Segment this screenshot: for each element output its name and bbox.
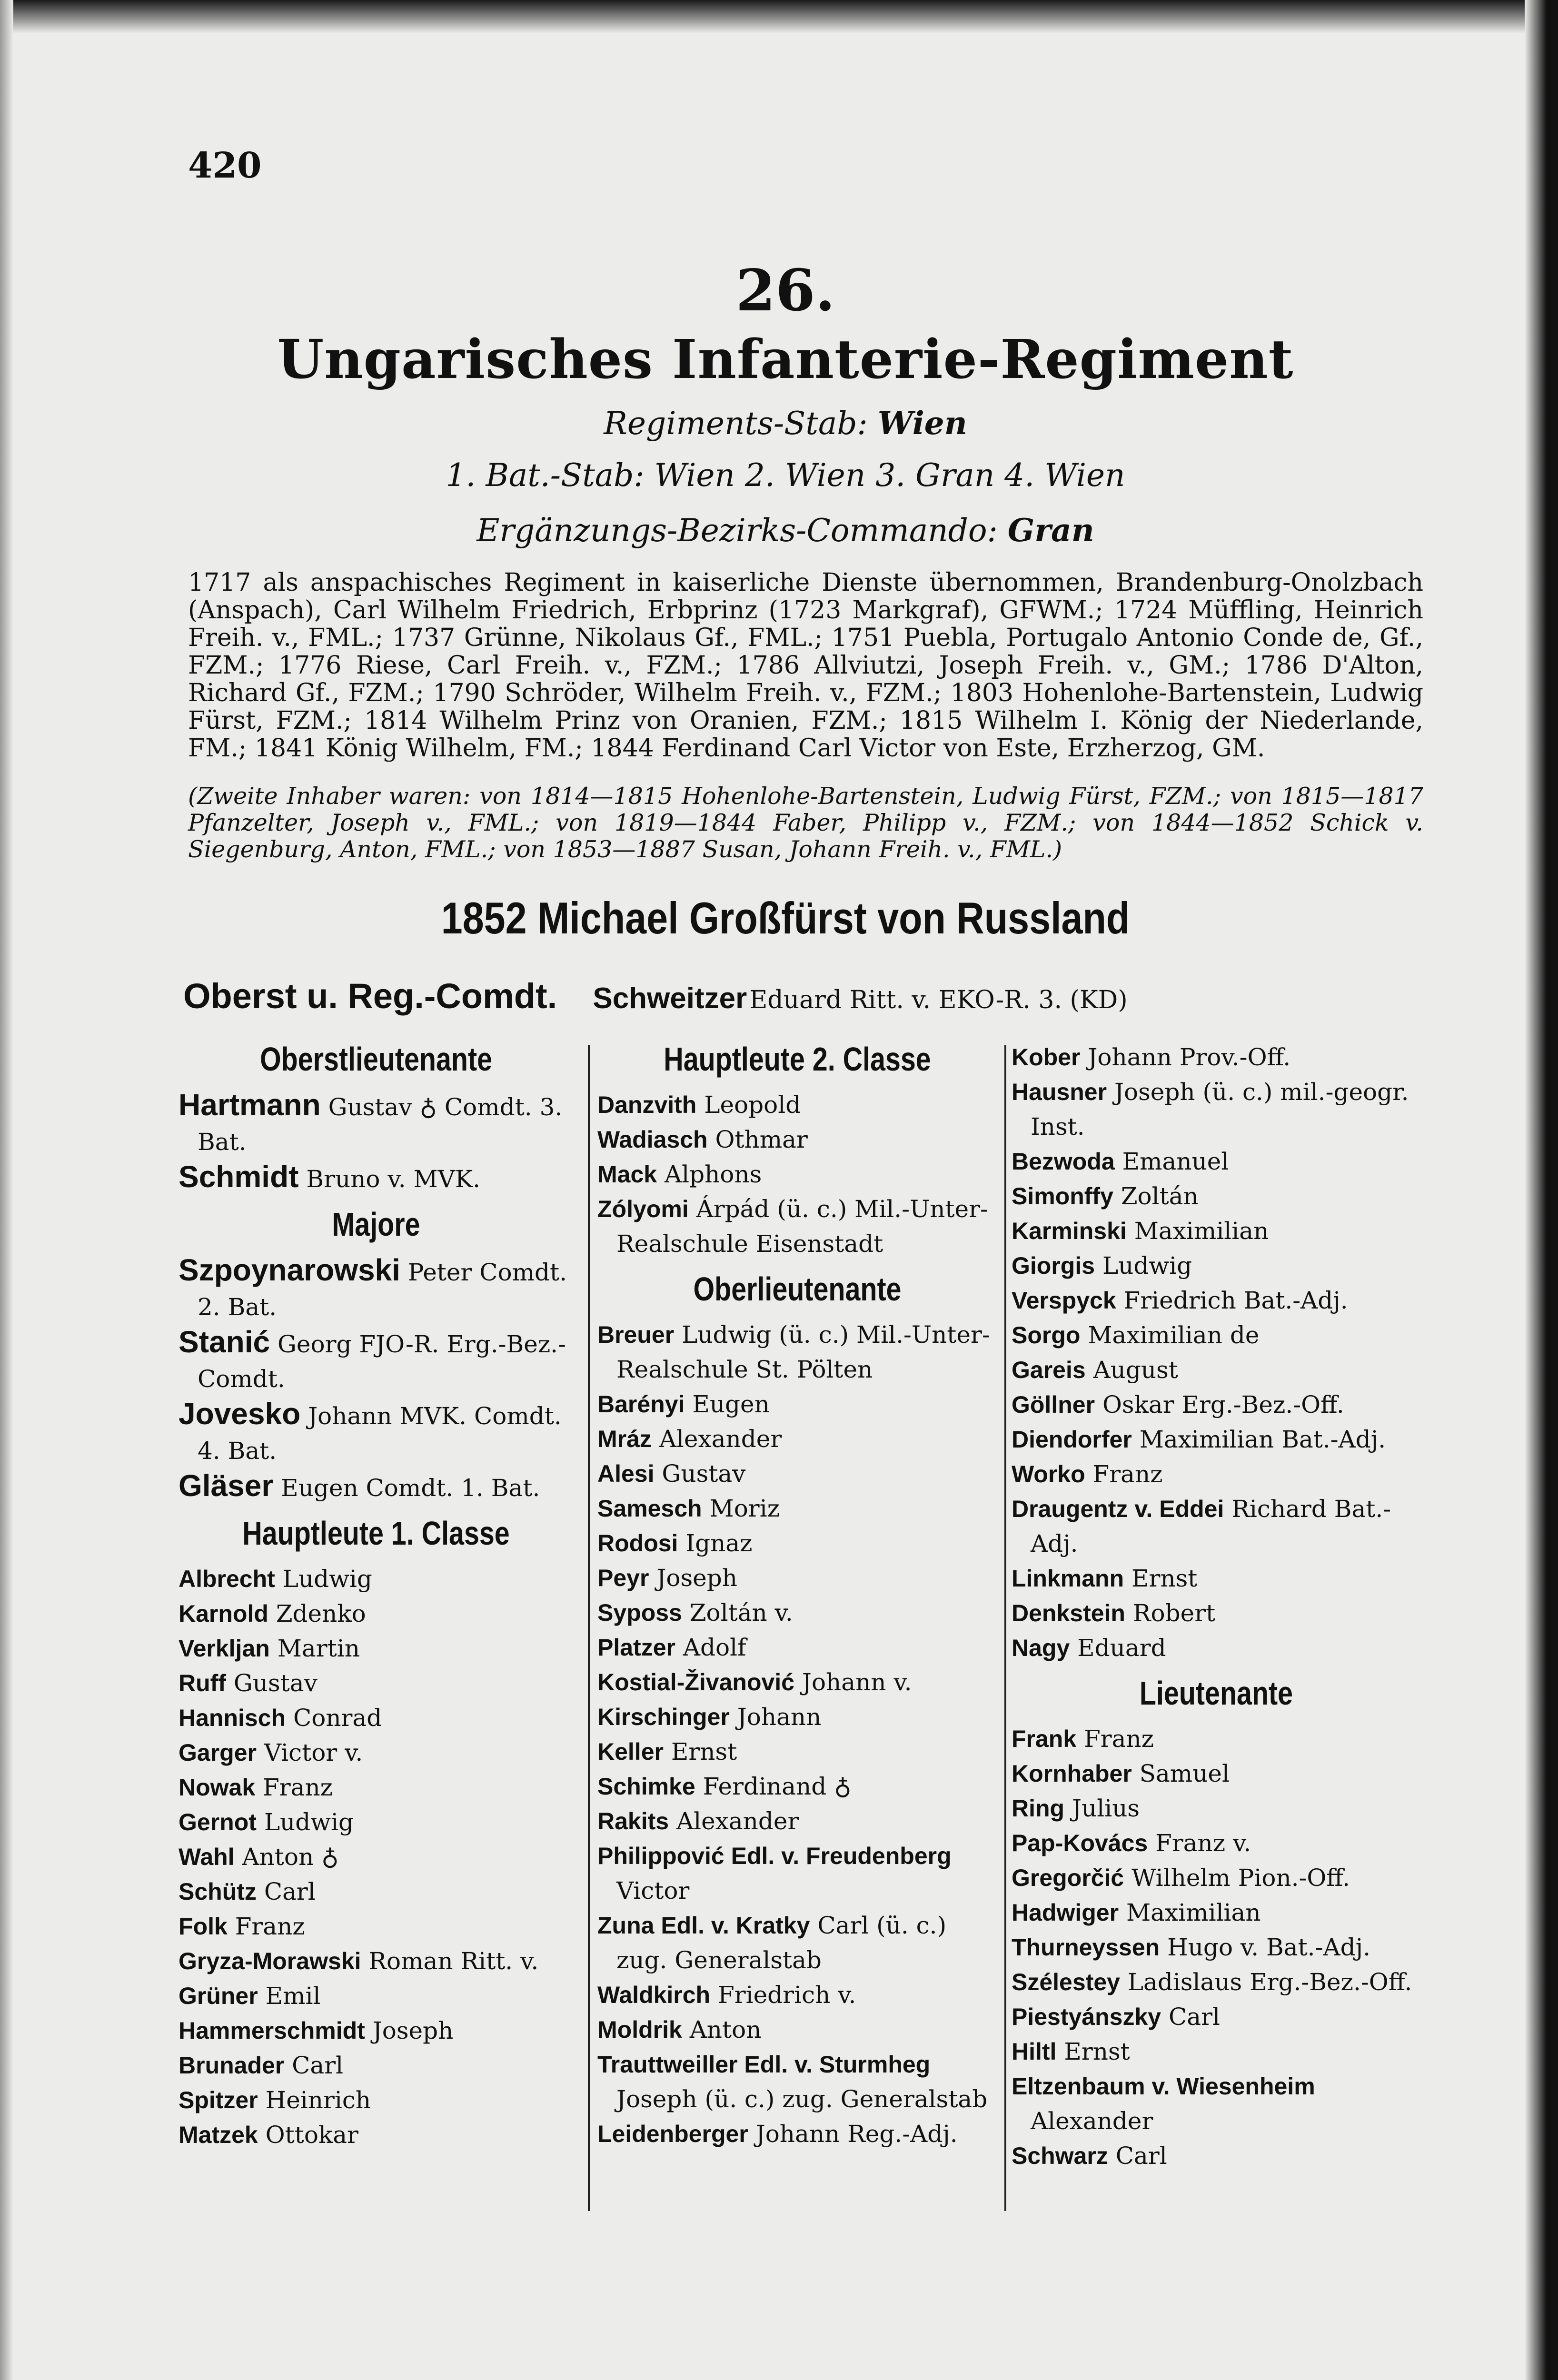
officer-surname: Rodosi: [597, 1530, 678, 1557]
officer-details: Maximilian de: [1088, 1321, 1260, 1349]
officer-details: Bruno v. MVK.: [306, 1165, 481, 1193]
officer-details: Eduard: [1077, 1634, 1166, 1662]
regiment-staff: [143, 405, 1428, 442]
roster-entry: [1012, 1457, 1421, 1492]
officer-surname: Grüner: [179, 1983, 258, 2009]
officer-surname: Karnold: [179, 1600, 268, 1627]
officer-details: Victor v.: [264, 1739, 363, 1766]
roster-entry: [1012, 1965, 1421, 2000]
list-oberleutnante: [597, 1318, 997, 2152]
officer-details: Ladislaus Erg.-Bez.-Off.: [1127, 1968, 1412, 1996]
officer-surname: Gareis: [1012, 1357, 1086, 1383]
roster-entry: [179, 2048, 574, 2083]
officer-surname: Stanić: [179, 1325, 270, 1359]
officer-surname: Schwarz: [1012, 2142, 1108, 2169]
officer-details: Johann: [737, 1703, 822, 1731]
section-heading-oberstleutnante: Oberstlieutenante: [259, 1041, 493, 1078]
roster-entry: [179, 1979, 574, 2013]
roster-entry: [1012, 1075, 1421, 1144]
list-oberleutnante-continued: [1012, 1040, 1421, 1666]
roster-entry: [597, 1804, 997, 1839]
roster-entry: [179, 1631, 574, 1666]
officer-details: Franz: [1084, 1725, 1154, 1753]
roster-entry: [1012, 1422, 1421, 1457]
officer-surname: Barényi: [597, 1391, 685, 1418]
officer-details: Emil: [265, 1982, 321, 2010]
roster-entry: [597, 1387, 997, 1422]
officer-details: Ludwig: [1102, 1252, 1192, 1279]
roster-entry: [1012, 1561, 1421, 1596]
roster-entry: [1012, 1492, 1421, 1561]
roster-entry: [1012, 1861, 1421, 1895]
list-leutnante: [1012, 1722, 1421, 2173]
officer-surname: Frank: [1012, 1726, 1077, 1752]
roster-entry: [597, 1457, 997, 1491]
roster-entry: [179, 1397, 574, 1468]
officer-details: Ludwig: [282, 1565, 372, 1593]
officer-details: Franz v.: [1155, 1829, 1251, 1857]
roster-entry: [1012, 1040, 1421, 1075]
officer-surname: Albrecht: [179, 1566, 275, 1592]
roster-entry: [179, 1597, 574, 1631]
roster-entry: [179, 1666, 574, 1701]
officer-surname: Schmidt: [179, 1160, 299, 1194]
officer-surname: Garger: [179, 1739, 257, 1766]
officer-details: Anton: [689, 2016, 762, 2043]
officer-details: Adolf: [683, 1634, 746, 1661]
commander-name: Schweitzer: [593, 982, 747, 1015]
officer-surname: Wahl: [179, 1844, 235, 1870]
officer-surname: Hiltl: [1012, 2038, 1057, 2065]
officer-details: Gustav: [662, 1460, 746, 1488]
officer-surname: Kornhaber: [1012, 1760, 1132, 1787]
officer-surname: Hadwiger: [1012, 1899, 1119, 1926]
regiment-number: 26.: [735, 257, 835, 324]
officer-surname: Mráz: [597, 1426, 652, 1452]
roster-entry: [1012, 1631, 1421, 1666]
roster-entry: [1012, 2000, 1421, 2034]
roster-entry: [179, 1909, 574, 1944]
roster-entry: [1012, 1756, 1421, 1791]
officer-details: Wilhelm Pion.-Off.: [1131, 1864, 1350, 1892]
officer-details: Ferdinand ♁: [703, 1773, 852, 1800]
officer-details: Zoltán: [1121, 1182, 1199, 1210]
list-hauptleute-2: [597, 1088, 997, 1261]
officer-surname: Linkmann: [1012, 1565, 1124, 1592]
staff-label: Regiments-Stab:: [604, 405, 868, 442]
officer-surname: Gläser: [179, 1468, 274, 1503]
officer-details: Gustav ♁ Comdt. 3. Bat.: [198, 1093, 563, 1156]
list-hauptleute-1: [179, 1562, 574, 2152]
officer-surname: Hausner: [1012, 1079, 1107, 1105]
officer-details: Johann Reg.-Adj.: [755, 2120, 958, 2148]
officer-surname: Bezwoda: [1012, 1148, 1115, 1175]
section-heading-hauptleute-1: Hauptleute 1. Classe: [242, 1515, 510, 1552]
roster-entry: [179, 1468, 574, 1506]
roster-entry: [597, 1526, 997, 1561]
list-majore: [179, 1253, 574, 1506]
officer-surname: Gryza-Morawski: [179, 1948, 361, 1974]
roster-entry: [597, 1596, 997, 1630]
officer-surname: Peyr: [597, 1565, 649, 1591]
officer-details: Franz: [235, 1913, 305, 1940]
section-heading-leutnante: Lieutenante: [1139, 1675, 1293, 1712]
column-2: [597, 1040, 997, 2152]
officer-details: Victor: [616, 1877, 690, 1904]
officer-details: Richard Bat.-Adj.: [1031, 1495, 1391, 1557]
column-1: [179, 1040, 574, 2152]
officer-details: Carl: [292, 2052, 344, 2079]
roster-entry: [597, 1735, 997, 1769]
officer-surname: Zólyomi: [597, 1196, 689, 1222]
officer-details: Carl (ü. c.) zug. Generalstab: [616, 1912, 947, 1974]
officer-details: Julius: [1072, 1795, 1140, 1822]
officer-surname: Hammerschmidt: [179, 2017, 365, 2044]
officer-details: Emanuel: [1122, 1148, 1229, 1175]
officer-surname: Kostial-Živanović: [597, 1669, 794, 1696]
officer-surname: Gregorčić: [1012, 1864, 1124, 1891]
officer-details: Ottokar: [265, 2121, 358, 2149]
officer-details: Oskar Erg.-Bez.-Off.: [1102, 1391, 1344, 1418]
regiment-history: 1717 als anspachisches Regiment in kaiserliche Dienste übernommen, Brandenburg-Onolzbach (Anspach), Carl Wilhelm Friedrich, Erbprinz (1723 Markgraf), GFWM.; 1724 Müffling, Heinrich Freih. v., FML.; 1737 Grünne, Nikolaus Gf., FML.; 1751 Puebla, Portugalo Antonio Conde de, Gf., FZM.; 1776 Riese, Carl Freih. v., FZM.; 1786 Allviutzi, Joseph Freih. v., GM.; 1786 D'Alton, Richard Gf., FZM.; 1790 Schröder, Wilhelm Freih. v., FZM.; 1803 Hohenlohe-Bartenstein, Ludwig Fürst, FZM.; 1814 Wilhelm Prinz von Oranien, FZM.; 1815 Wilhelm I. König der Niederlande, FM.; 1841 König Wilhelm, FM.; 1844 Ferdinand Carl Victor von Este, Erzherzog, GM.: [188, 568, 1423, 763]
officer-surname: Jovesko: [179, 1397, 301, 1431]
officer-details: Maximilian: [1134, 1217, 1269, 1245]
officer-details: Ludwig (ü. c.) Mil.-Unter-Realschule St. Pölten: [616, 1321, 990, 1383]
officer-details: Friedrich v.: [718, 1981, 856, 2009]
roster-entry: [597, 1122, 997, 1157]
officer-surname: Piestyánszky: [1012, 2003, 1161, 2030]
recruitment-district: [143, 512, 1428, 549]
officer-details: Ernst: [1131, 1565, 1198, 1592]
officer-surname: Keller: [597, 1738, 664, 1765]
section-heading-hauptleute-2: Hauptleute 2. Classe: [664, 1041, 931, 1078]
roster-entry: [179, 1160, 574, 1197]
officer-details: Ernst: [1064, 2038, 1130, 2065]
officer-surname: Thurneyssen: [1012, 1934, 1160, 1961]
officer-surname: Szpoynarowski: [179, 1253, 400, 1287]
officer-surname: Zuna Edl. v. Kratky: [597, 1912, 810, 1939]
officer-details: Samuel: [1139, 1760, 1230, 1787]
officer-surname: Wadiasch: [597, 1126, 708, 1153]
roster-entry: [179, 1874, 574, 1909]
regiment-title: Ungarisches Infanterie-Regiment: [277, 328, 1294, 391]
roster-entry: [179, 1805, 574, 1840]
officer-details: Alexander: [1031, 2107, 1153, 2135]
officer-surname: Sorgo: [1012, 1322, 1081, 1349]
officer-surname: Diendorfer: [1012, 1426, 1132, 1453]
roster-entry: [1012, 1283, 1421, 1318]
roster-entry: [597, 1700, 997, 1735]
officer-surname: Alesi: [597, 1460, 655, 1487]
officer-surname: Moldrik: [597, 2016, 682, 2043]
roster-entry: [597, 1665, 997, 1700]
officer-details: Carl: [1169, 2003, 1220, 2031]
roster-entry: [179, 2083, 574, 2118]
officer-surname: Verspyck: [1012, 1287, 1116, 1314]
roster-entry: [179, 1562, 574, 1597]
officer-surname: Karminski: [1012, 1218, 1127, 1244]
officer-details: Joseph: [656, 1564, 737, 1592]
officer-surname: Gernot: [179, 1809, 257, 1835]
officer-details: Roman Ritt. v.: [368, 1947, 539, 1975]
officer-details: Hugo v. Bat.-Adj.: [1167, 1934, 1370, 1961]
roster-entry: [597, 1192, 997, 1261]
officer-surname: Danzvith: [597, 1091, 697, 1118]
battalion-staffs: 1. Bat.-Stab: Wien 2. Wien 3. Gran 4. Wien: [446, 457, 1125, 494]
officer-surname: Brunader: [179, 2052, 285, 2079]
officer-surname: Spitzer: [179, 2087, 258, 2113]
officer-details: Franz: [263, 1774, 333, 1801]
officer-surname: Giorgis: [1012, 1252, 1095, 1279]
officer-surname: Pap-Kovács: [1012, 1830, 1148, 1856]
commander-rank: Oberst u. Reg.-Comdt.: [183, 976, 557, 1016]
officer-surname: Mack: [597, 1161, 657, 1188]
roster-entry: [1012, 1318, 1421, 1353]
officer-details: Zoltán v.: [689, 1599, 793, 1626]
roster-entry: [597, 1839, 997, 1908]
officer-surname: Denkstein: [1012, 1600, 1125, 1626]
column-divider: [588, 1045, 590, 2211]
second-owners-note: (Zweite Inhaber waren: von 1814—1815 Hohenlohe-Bartenstein, Ludwig Fürst, FZM.; von 1815—1817 Pfanzelter, Joseph v., FML.; von 1819—1844 Faber, Philipp v., FZM.; von 1844—1852 Schick v. Siegenburg, Anton, FML.; von 1853—1887 Susan, Johann Freih. v., FML.): [188, 783, 1423, 863]
roster-entry: [179, 2118, 574, 2152]
roster-entry: [1012, 1179, 1421, 1214]
recruitment-place: Gran: [1007, 512, 1094, 549]
officer-details: Carl: [264, 1878, 316, 1905]
officer-details: Robert: [1132, 1599, 1216, 1627]
officer-details: Joseph (ü. c.) mil.-geogr. Inst.: [1031, 1078, 1409, 1140]
officer-details: Gustav: [233, 1669, 318, 1697]
roster-entry: [1012, 2034, 1421, 2069]
officer-details: Conrad: [293, 1704, 382, 1732]
roster-entry: [597, 1769, 997, 1804]
officer-surname: Draugentz v. Eddei: [1012, 1496, 1224, 1522]
officer-details: Anton ♁: [242, 1843, 339, 1871]
officer-surname: Philippović Edl. v. Freudenberg: [597, 1843, 952, 1869]
commander-details: Eduard Ritt. v. EKO-R. 3. (KD): [749, 986, 1128, 1014]
officer-surname: Folk: [179, 1913, 228, 1940]
officer-surname: Leidenberger: [597, 2121, 748, 2147]
roster-entry: [1012, 1791, 1421, 1826]
roster-entry: [597, 1088, 997, 1122]
officer-surname: Platzer: [597, 1634, 675, 1661]
officer-details: Georg FJO-R. Erg.-Bez.-Comdt.: [198, 1330, 566, 1393]
roster-entry: [179, 2013, 574, 2048]
roster-entry: [597, 2047, 997, 2117]
officer-surname: Nowak: [179, 1774, 256, 1801]
officer-details: Alexander: [659, 1425, 782, 1453]
roster-entry: [1012, 1895, 1421, 1930]
officer-surname: Waldkirch: [597, 1982, 711, 2008]
roster-entry: [179, 1088, 574, 1160]
staff-place: Wien: [877, 405, 967, 442]
officer-details: Johann Prov.-Off.: [1088, 1043, 1291, 1071]
roster-entry: [597, 1422, 997, 1457]
officer-details: Heinrich: [265, 2086, 371, 2114]
roster-entry: [179, 1325, 574, 1397]
officer-details: Alexander: [676, 1807, 799, 1835]
officer-surname: Syposs: [597, 1599, 682, 1626]
officer-surname: Ruff: [179, 1670, 226, 1696]
officer-details: Ernst: [671, 1738, 737, 1765]
officer-surname: Samesch: [597, 1495, 702, 1522]
officer-surname: Hannisch: [179, 1705, 286, 1731]
officer-details: Johann MVK. Comdt. 4. Bat.: [198, 1402, 562, 1465]
officer-details: Franz: [1092, 1460, 1163, 1488]
section-heading-oberleutnante: Oberlieutenante: [693, 1270, 902, 1308]
roster-entry: [1012, 2139, 1421, 2173]
officer-surname: Rakits: [597, 1808, 669, 1835]
roster-entry: [597, 1978, 997, 2013]
roster-entry: [597, 1908, 997, 1978]
roster-entry: [1012, 1930, 1421, 1965]
officer-surname: Schütz: [179, 1878, 257, 1905]
officer-details: Moriz: [709, 1495, 780, 1522]
officer-details: Eugen Comdt. 1. Bat.: [281, 1474, 540, 1502]
section-heading-majore: Majore: [332, 1206, 420, 1243]
officer-surname: Trauttweiller Edl. v. Sturmheg: [597, 2051, 931, 2078]
officer-surname: Eltzenbaum v. Wiesenheim: [1012, 2073, 1315, 2100]
roster-entry: [597, 2117, 997, 2152]
roster-entry: [1012, 1722, 1421, 1756]
recruitment-label: Ergänzungs-Bezirks-Commando:: [476, 512, 998, 549]
column-3: [1012, 1040, 1421, 2173]
roster-entry: [179, 1701, 574, 1735]
roster-entry: [597, 1630, 997, 1665]
officer-details: Joseph: [372, 2017, 454, 2044]
officer-details: Martin: [277, 1635, 360, 1662]
officer-details: Maximilian: [1126, 1899, 1261, 1926]
roster-entry: [1012, 1596, 1421, 1631]
roster-entry: [1012, 1353, 1421, 1388]
officer-surname: Worko: [1012, 1461, 1085, 1488]
officer-details: Friedrich Bat.-Adj.: [1123, 1287, 1348, 1314]
roster-entry: [1012, 1826, 1421, 1861]
officer-details: Árpád (ü. c.) Mil.-Unter-Realschule Eisenstadt: [616, 1195, 988, 1258]
page-number: 420: [188, 145, 262, 186]
officer-surname: Kirschinger: [597, 1704, 730, 1730]
officer-surname: Kober: [1012, 1044, 1081, 1071]
officer-details: Eugen: [692, 1390, 770, 1418]
roster-entry: [597, 1157, 997, 1192]
roster-entry: [1012, 1388, 1421, 1422]
scan-edge-top: [0, 0, 1558, 33]
column-divider: [1004, 1045, 1006, 2211]
regiment-owner: 1852 Michael Großfürst von Russland: [441, 893, 1130, 943]
roster-entry: [1012, 1249, 1421, 1283]
roster-entry: [179, 1944, 574, 1979]
officer-details: Maximilian Bat.-Adj.: [1139, 1426, 1386, 1453]
officer-details: Othmar: [715, 1126, 808, 1153]
officer-surname: Matzek: [179, 2122, 258, 2148]
officer-details: Leopold: [704, 1091, 801, 1119]
officer-surname: Ring: [1012, 1795, 1065, 1822]
officer-details: August: [1093, 1356, 1178, 1384]
scan-edge-right: [1525, 0, 1558, 2380]
officer-surname: Breuer: [597, 1321, 675, 1348]
officer-surname: Hartmann: [179, 1088, 321, 1122]
roster-entry: [597, 2013, 997, 2047]
roster-entry: [179, 1770, 574, 1805]
officer-details: Alphons: [664, 1160, 762, 1188]
officer-details: Peter Comdt. 2. Bat.: [198, 1259, 567, 1321]
roster-entry: [1012, 2069, 1421, 2139]
roster-entry: [597, 1491, 997, 1526]
officer-details: Joseph (ü. c.) zug. Generalstab: [616, 2085, 988, 2113]
officer-surname: Göllner: [1012, 1391, 1095, 1418]
roster-entry: [1012, 1214, 1421, 1249]
officer-surname: Nagy: [1012, 1635, 1070, 1661]
roster-entry: [179, 1735, 574, 1770]
officer-surname: Schimke: [597, 1773, 695, 1800]
officer-surname: Simonffy: [1012, 1183, 1113, 1210]
officer-details: Carl: [1115, 2142, 1167, 2170]
list-oberstleutnante: [179, 1088, 574, 1197]
officer-surname: Verkljan: [179, 1635, 270, 1662]
regiment-commander: [183, 976, 1440, 1016]
officer-details: Ignaz: [685, 1529, 753, 1557]
roster-entry: [597, 1561, 997, 1596]
officer-details: Zdenko: [276, 1600, 366, 1627]
scan-edge-left: [0, 0, 13, 2380]
officer-surname: Szélestey: [1012, 1969, 1120, 1995]
officer-details: Johann v.: [802, 1668, 912, 1696]
roster-entry: [179, 1840, 574, 1874]
roster-entry: [1012, 1144, 1421, 1179]
roster-entry: [597, 1318, 997, 1387]
officer-details: Ludwig: [264, 1808, 354, 1836]
roster-entry: [179, 1253, 574, 1325]
